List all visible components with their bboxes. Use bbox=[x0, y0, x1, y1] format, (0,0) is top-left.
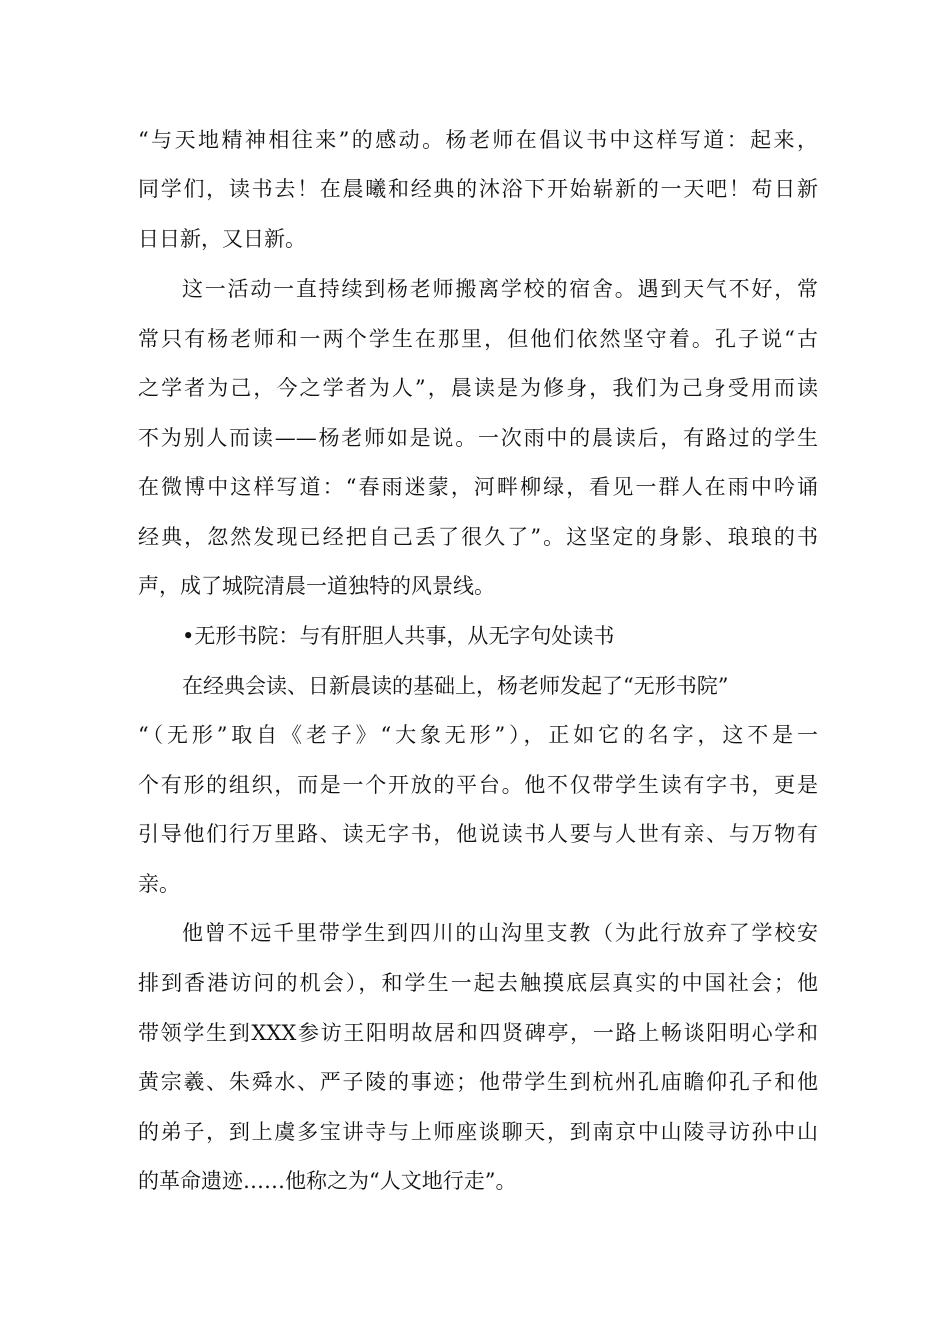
text-line-14: 个有形的组织，而是一个开放的平台。他不仅带学生读有字书，更是 bbox=[138, 773, 818, 797]
text-line-6: 之学者为己，今之学者为人”，晨读是为修身，我们为己身受用而读 bbox=[138, 376, 818, 400]
text-line-19: 带领学生到XXX参访王阳明故居和四贤碑亭，一路上畅谈阳明心学和 bbox=[138, 1021, 818, 1045]
text-line-21: 的弟子，到上虞多宝讲寺与上师座谈聊天，到南京中山陵寻访孙中山 bbox=[138, 1120, 818, 1144]
text-line-1: “与天地精神相往来”的感动。杨老师在倡议书中这样写道：起来， bbox=[138, 128, 818, 152]
text-line-9: 经典，忽然发现已经把自己丢了很久了”。这坚定的身影、琅琅的书 bbox=[138, 525, 818, 549]
text-line-17: 他曾不远千里带学生到四川的山沟里支教（为此行放弃了学校安 bbox=[182, 921, 818, 945]
text-line-5: 常只有杨老师和一两个学生在那里，但他们依然坚守着。孔子说“古 bbox=[138, 327, 818, 351]
text-line-7: 不为别人而读——杨老师如是说。一次雨中的晨读后，有路过的学生 bbox=[138, 426, 818, 450]
text-line-20: 黄宗羲、朱舜水、严子陵的事迹；他带学生到杭州孔庙瞻仰孔子和他 bbox=[138, 1070, 818, 1094]
text-line-4: 这一活动一直持续到杨老师搬离学校的宿舍。遇到天气不好，常 bbox=[182, 277, 818, 301]
text-line-3: 日日新，又日新。 bbox=[138, 227, 306, 251]
text-line-22: 的革命遗迹……他称之为“人文地行走”。 bbox=[138, 1169, 517, 1193]
text-line-8: 在微博中这样写道：“春雨迷蒙，河畔柳绿，看见一群人在雨中吟诵 bbox=[138, 475, 818, 499]
text-line-15: 引导他们行万里路、读无字书，他说读书人要与人世有亲、与万物有 bbox=[138, 822, 818, 846]
text-line-18: 排到香港访问的机会），和学生一起去触摸底层真实的中国社会；他 bbox=[138, 971, 818, 995]
text-line-10: 声，成了城院清晨一道独特的风景线。 bbox=[138, 574, 495, 598]
text-line-13: “（无形”取自《老子》“大象无形”），正如它的名字，这不是一 bbox=[138, 723, 818, 747]
text-line-2: 同学们，读书去！在晨曦和经典的沐浴下开始崭新的一天吧！苟日新 bbox=[138, 177, 818, 201]
text-line-16: 亲。 bbox=[138, 872, 180, 896]
text-line-12: 在经典会读、日新晨读的基础上，杨老师发起了“无形书院” bbox=[182, 674, 729, 698]
section-heading: •无形书院：与有肝胆人共事，从无字句处读书 bbox=[182, 624, 615, 648]
